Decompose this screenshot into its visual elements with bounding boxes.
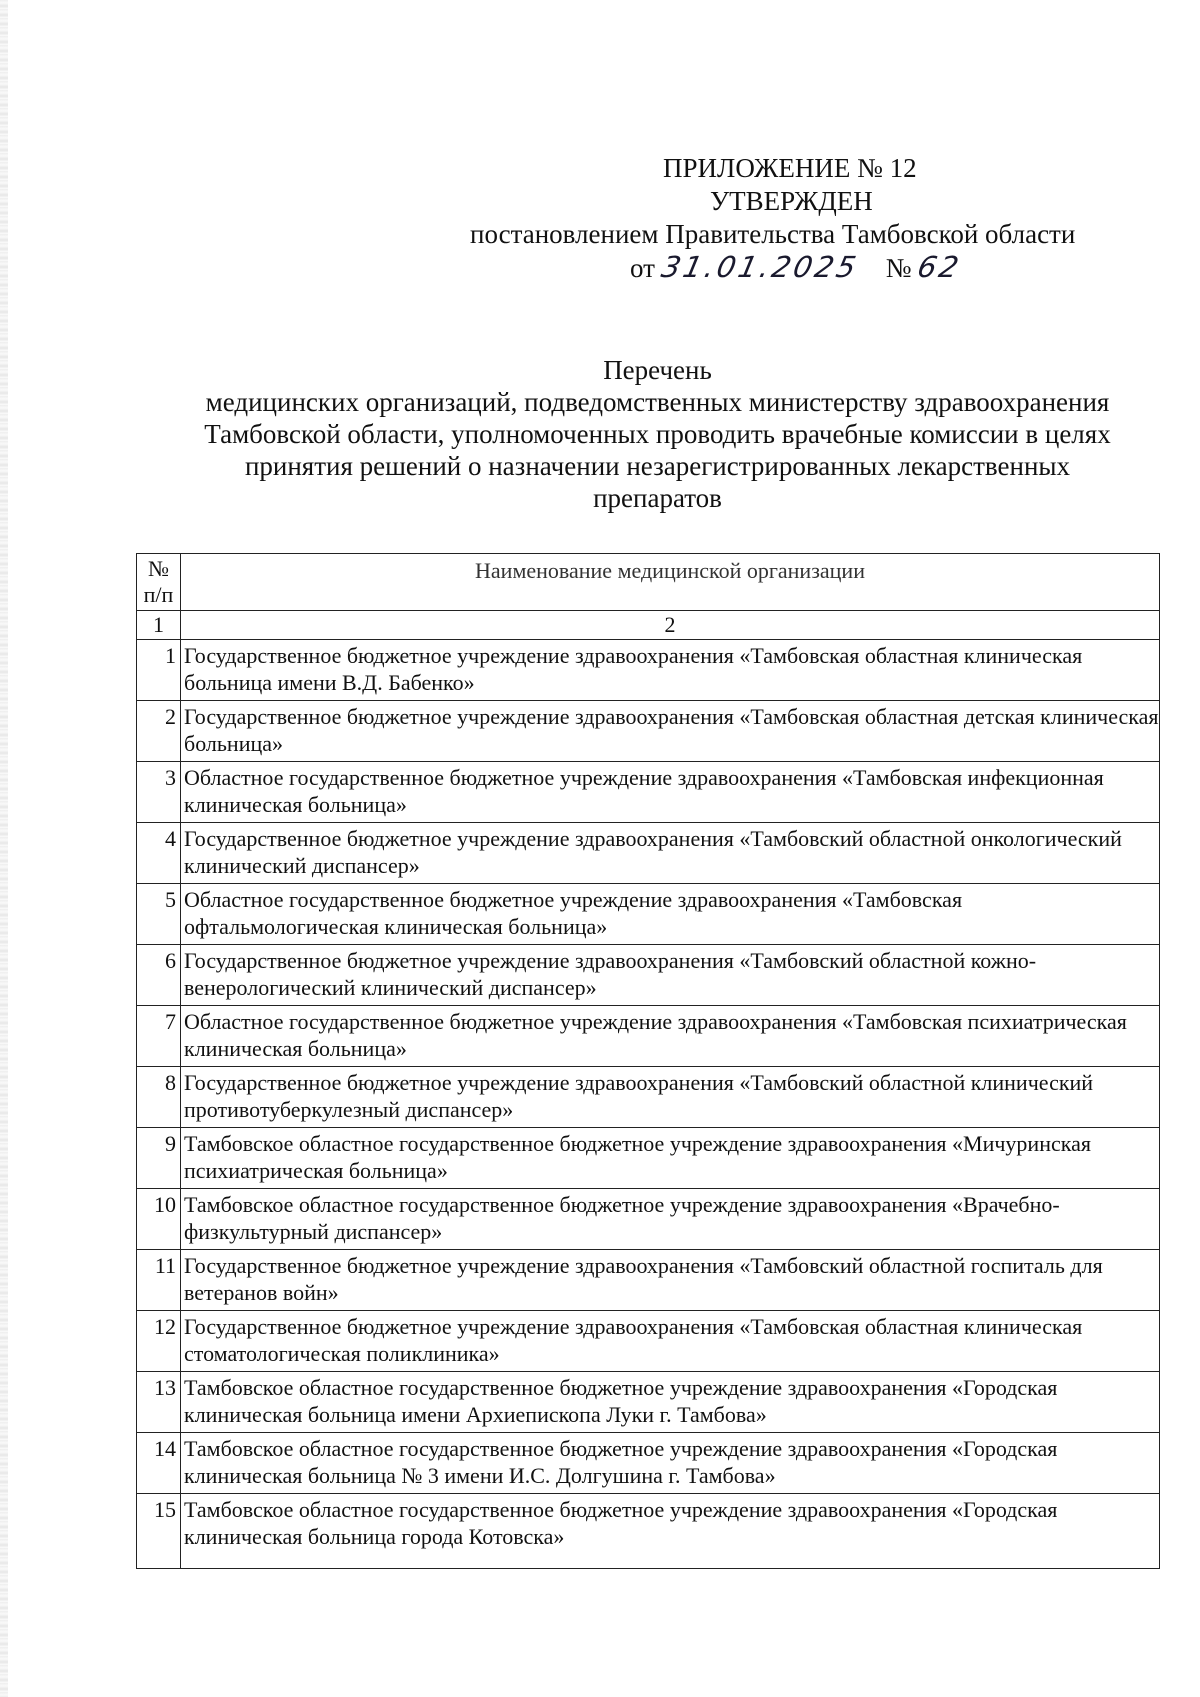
row-number: 15 — [137, 1494, 181, 1569]
heading-line: препаратов — [593, 483, 722, 513]
row-number: 11 — [137, 1250, 181, 1311]
table-row — [137, 945, 1160, 1006]
row-number: 13 — [137, 1372, 181, 1433]
row-number: 2 — [137, 701, 181, 762]
table-row — [137, 1494, 1160, 1569]
organization-name: Государственное бюджетное учреждение здравоохранения «Тамбовский областной онкологический клинический диспансер» — [181, 823, 1160, 884]
table-row — [137, 1250, 1160, 1311]
organization-name: Государственное бюджетное учреждение здравоохранения «Тамбовский областной клинический противотуберкулезный диспансер» — [181, 1067, 1160, 1128]
organization-name: Областное государственное бюджетное учреждение здравоохранения «Тамбовская психиатрическая клиническая больница» — [181, 1006, 1160, 1067]
organization-name: Тамбовское областное государственное бюджетное учреждение здравоохранения «Городская клиническая больница города Котовска» — [181, 1494, 1160, 1569]
organization-name: Тамбовское областное государственное бюджетное учреждение здравоохранения «Мичуринская психиатрическая больница» — [181, 1128, 1160, 1189]
column-index-2: 2 — [181, 611, 1160, 640]
handwritten-number: 62 — [914, 250, 965, 284]
header-num: № п/п — [137, 554, 181, 611]
row-number: 5 — [137, 884, 181, 945]
table-row — [137, 762, 1160, 823]
document-heading — [150, 354, 1165, 514]
heading-line: медицинских организаций, подведомственных министерству здравоохранения — [205, 387, 1110, 417]
table-row — [137, 701, 1160, 762]
table-row — [137, 1067, 1160, 1128]
column-index-row — [137, 611, 1160, 640]
table-row — [137, 1372, 1160, 1433]
organization-name: Областное государственное бюджетное учреждение здравоохранения «Тамбовская инфекционная клиническая больница» — [181, 762, 1160, 823]
organizations-table — [136, 553, 1160, 1569]
approved-label: УТВЕРЖДЕН — [710, 186, 873, 216]
table-row — [137, 1433, 1160, 1494]
row-number: 9 — [137, 1128, 181, 1189]
table-row — [137, 1128, 1160, 1189]
organization-name: Тамбовское областное государственное бюджетное учреждение здравоохранения «Врачебно-физкультурный диспансер» — [181, 1189, 1160, 1250]
organization-name: Государственное бюджетное учреждение здравоохранения «Тамбовский областной кожно-венерологический клинический диспансер» — [181, 945, 1160, 1006]
row-number: 4 — [137, 823, 181, 884]
organization-name: Государственное бюджетное учреждение здравоохранения «Тамбовская областная детская клиническая больница» — [181, 701, 1160, 762]
row-number: 6 — [137, 945, 181, 1006]
table-row — [137, 1311, 1160, 1372]
row-number: 3 — [137, 762, 181, 823]
scan-edge-artifact — [0, 0, 8, 1697]
table-row — [137, 1006, 1160, 1067]
row-number: 7 — [137, 1006, 181, 1067]
organization-name: Государственное бюджетное учреждение здравоохранения «Тамбовская областная клиническая больница имени В.Д. Бабенко» — [181, 640, 1160, 701]
organization-name: Тамбовское областное государственное бюджетное учреждение здравоохранения «Городская клиническая больница имени Архиепископа Луки г. Тамбова» — [181, 1372, 1160, 1433]
row-number: 10 — [137, 1189, 181, 1250]
table-row — [137, 640, 1160, 701]
table-header-row — [137, 554, 1160, 611]
heading-line: Тамбовской области, уполномоченных проводить врачебные комиссии в целях — [204, 419, 1111, 449]
table-row — [137, 1189, 1160, 1250]
row-number: 1 — [137, 640, 181, 701]
approved-by: постановлением Правительства Тамбовской области — [470, 219, 1076, 249]
approval-block — [460, 152, 1160, 285]
row-number: 14 — [137, 1433, 181, 1494]
heading-line: принятия решений о назначении незарегистрированных лекарственных — [244, 451, 1071, 481]
table-row — [137, 823, 1160, 884]
date-number-line — [460, 251, 1160, 285]
date-prefix: от — [630, 253, 655, 283]
appendix-label: ПРИЛОЖЕНИЕ № 12 — [663, 153, 917, 183]
row-number: 8 — [137, 1067, 181, 1128]
column-index-1: 1 — [137, 611, 181, 640]
header-name: Наименование медицинской организации — [181, 554, 1160, 611]
table-row — [137, 884, 1160, 945]
heading-title: Перечень — [603, 355, 712, 385]
row-number: 12 — [137, 1311, 181, 1372]
number-prefix: № — [885, 253, 912, 283]
handwritten-date: 31.01.2025 — [658, 250, 862, 284]
organization-name: Областное государственное бюджетное учреждение здравоохранения «Тамбовская офтальмологическая клиническая больница» — [181, 884, 1160, 945]
organization-name: Государственное бюджетное учреждение здравоохранения «Тамбовская областная клиническая стоматологическая поликлиника» — [181, 1311, 1160, 1372]
organization-name: Государственное бюджетное учреждение здравоохранения «Тамбовский областной госпиталь для ветеранов войн» — [181, 1250, 1160, 1311]
organization-name: Тамбовское областное государственное бюджетное учреждение здравоохранения «Городская клиническая больница № 3 имени И.С. Долгушина г. Тамбова» — [181, 1433, 1160, 1494]
